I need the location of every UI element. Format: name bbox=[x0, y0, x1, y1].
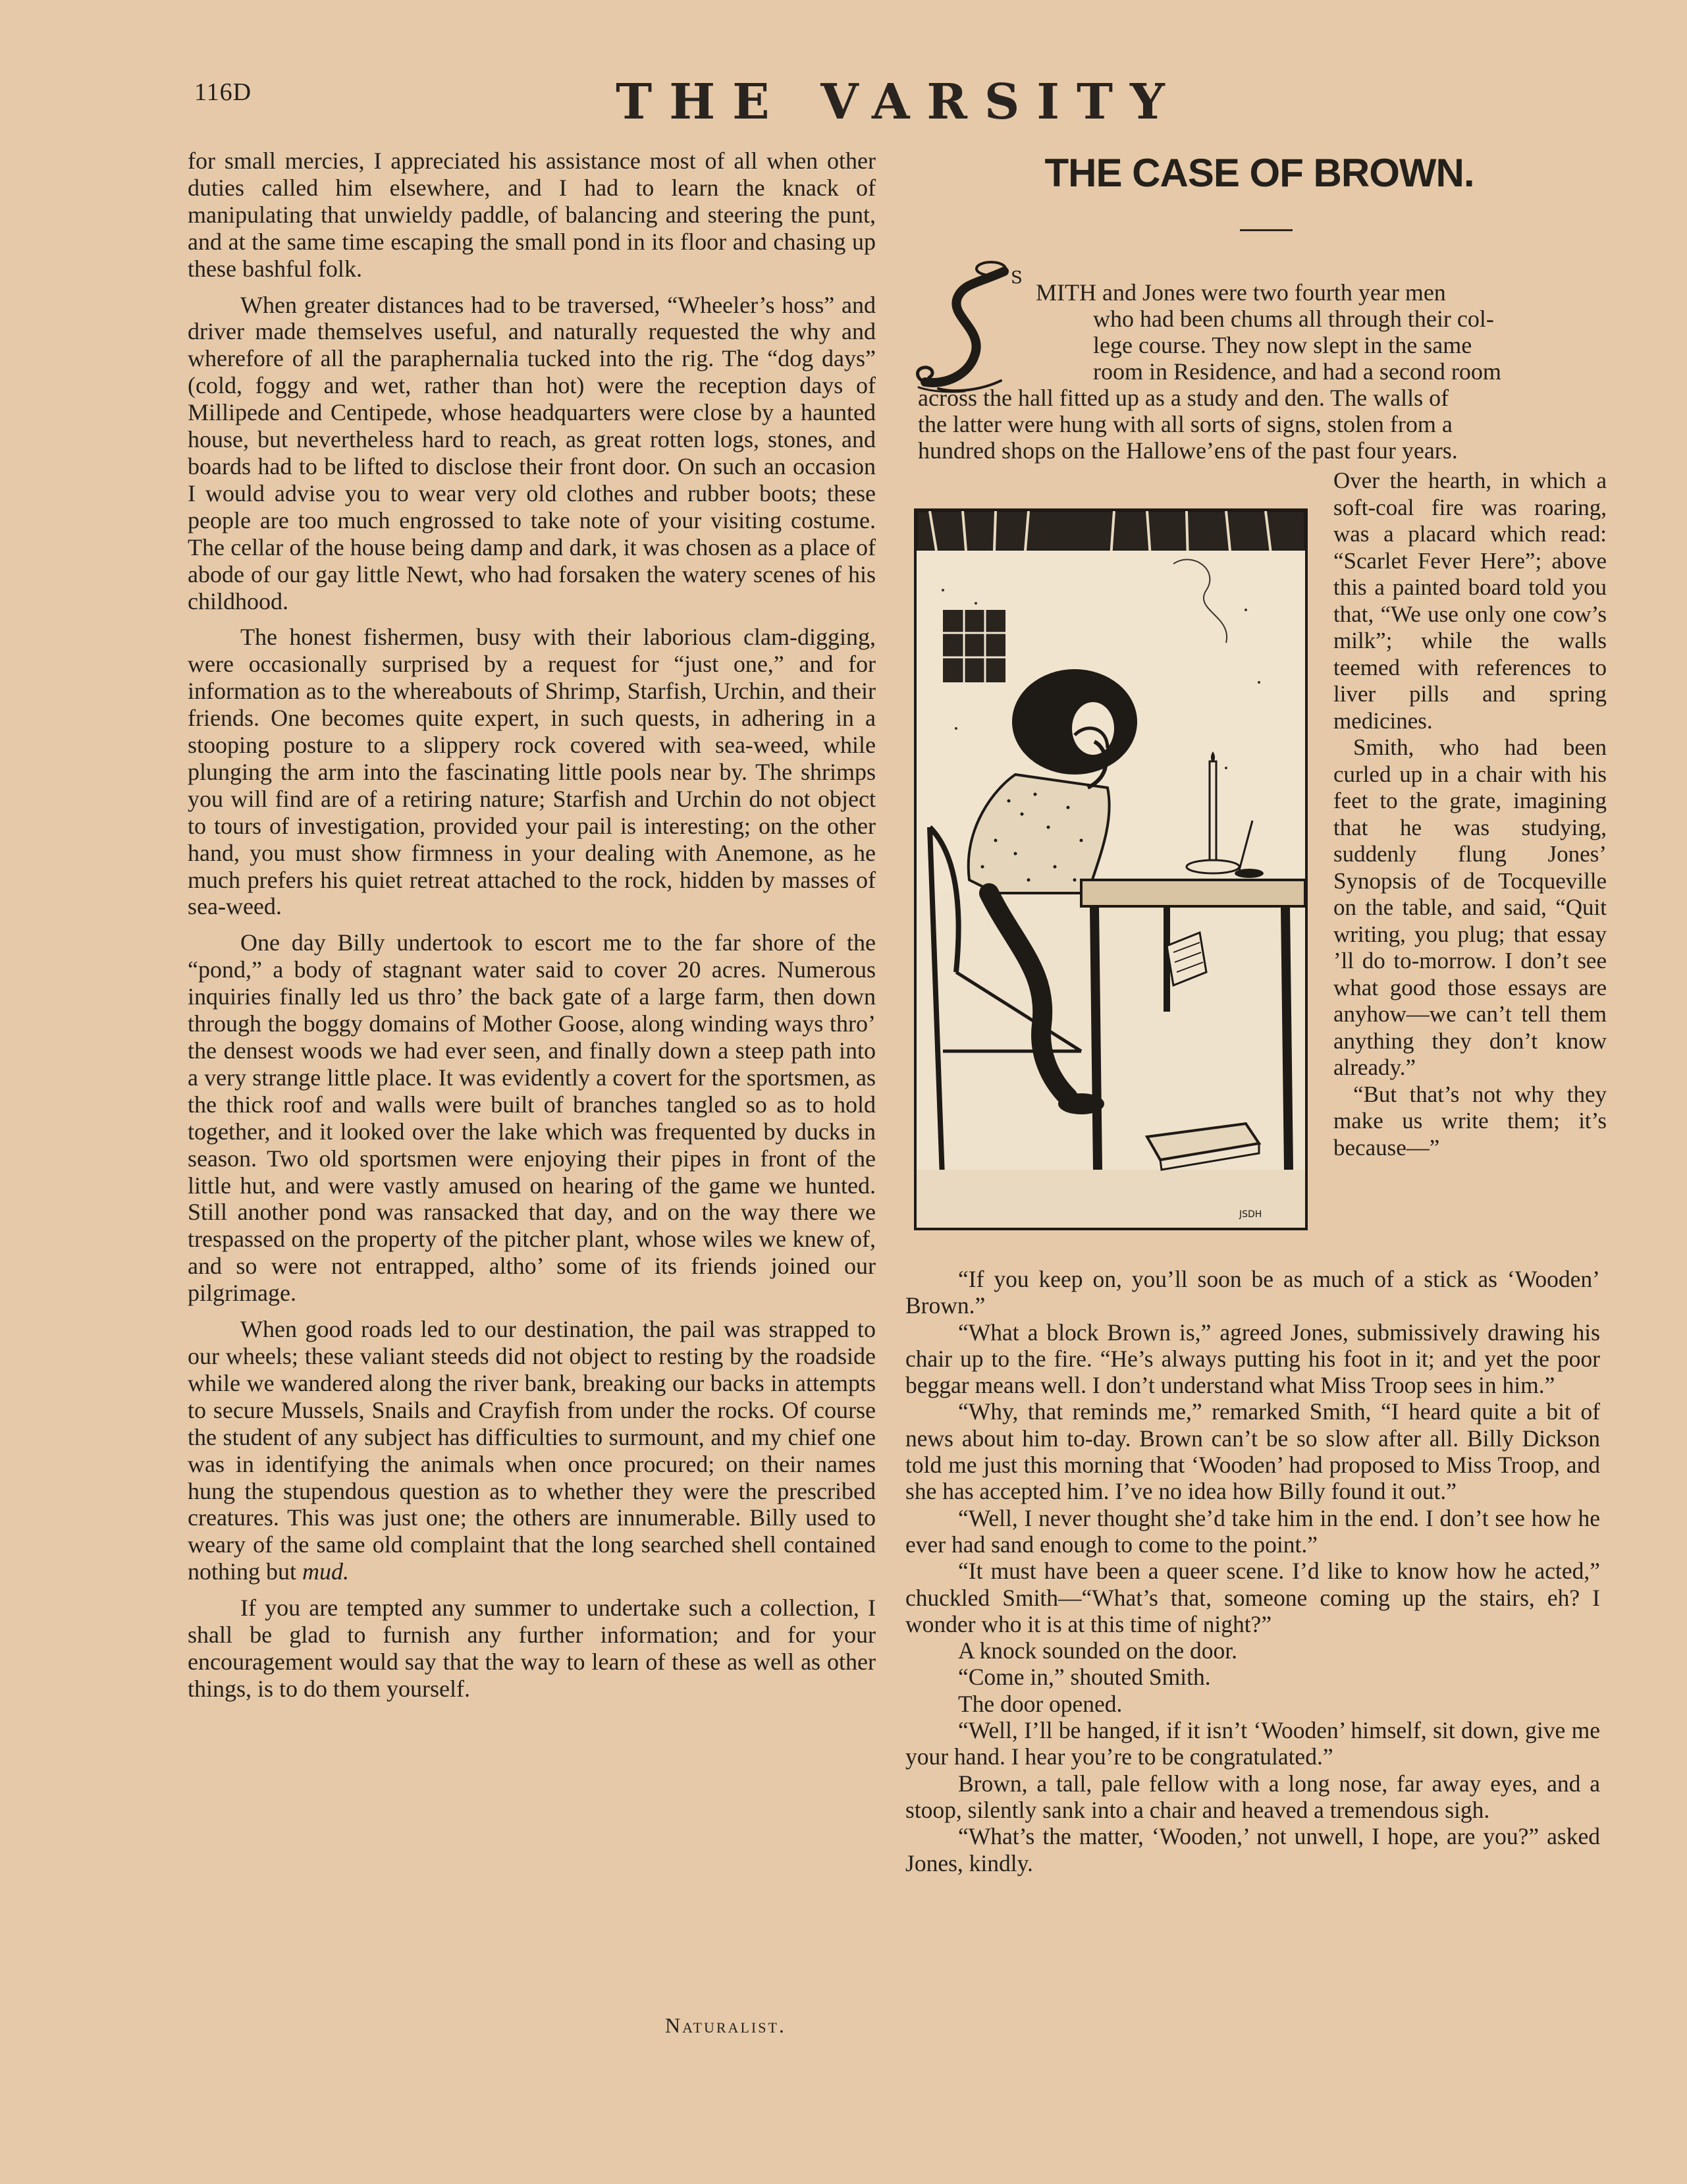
story-paragraph: “Well, I never thought she’d take him in the end. I don’t see how he ever had sand enough to come to the point.” bbox=[905, 1504, 1600, 1558]
side-text-column bbox=[1333, 468, 1607, 1161]
right-column-body bbox=[905, 1266, 1600, 1876]
opening-line: hundred shops on the Hallowe’ens of the past four years. bbox=[918, 437, 1458, 464]
opening-line: the latter were hung with all sorts of signs, stolen from a bbox=[918, 411, 1453, 437]
story-paragraph: “Well, I’ll be hanged, if it isn’t ‘Wooden’ himself, sit down, give me your hand. I hear you’re to be congratulated.” bbox=[905, 1717, 1600, 1770]
opening-line: lege course. They now slept in the same bbox=[1093, 332, 1472, 358]
drop-cap-letter: S bbox=[1011, 268, 1023, 288]
illustration-drawing bbox=[917, 511, 1305, 1228]
story-paragraph: Brown, a tall, pale fellow with a long nose, far away eyes, and a stoop, silently sank into a chair and heaved a tremendous sigh. bbox=[905, 1770, 1600, 1823]
story-paragraph: “Why, that reminds me,” remarked Smith, “I heard quite a bit of news about him to-day. Brown can’t be so slow after all. Billy Dickson told me just this morning that ‘Wooden’ had proposed to Miss Troop, and she has accepted him. I’ve no idea how Billy found it out.” bbox=[905, 1398, 1600, 1505]
drop-cap-s bbox=[912, 257, 1024, 395]
story-title: THE CASE OF BROWN. bbox=[1044, 151, 1474, 195]
story-paragraph: “What’s the matter, ‘Wooden,’ not unwell, I hope, are you?” asked Jones, kindly. bbox=[905, 1823, 1600, 1876]
left-paragraph-text: When good roads led to our destination, the pail was strapped to our wheels; these valiant steeds did not object to resting by the roadside while we wandered along the river bank, breaking our backs in attempts to secure Mussels, Snails and Crayfish from under the rocks. Of course the student of any subject has difficulties to surmount, and my chief one was in identifying the animals when once procured; on their names hung the stupendous question as to whether they were the prescribed creatures. This was just one; the others are innumerable. Billy used to weary of the same old complaint that the long searched shell contained nothing but bbox=[188, 1316, 876, 1585]
opening-line: across the hall fitted up as a study and den. The walls of bbox=[918, 385, 1449, 411]
left-paragraph: If you are tempted any summer to undertake such a collection, I shall be glad to furnish any further information; and for your encouragement would say that the way to learn of these as well as other things, is to do them yourself. bbox=[188, 1595, 876, 1702]
opening-line: MITH and Jones were two fourth year men bbox=[1036, 279, 1446, 306]
left-paragraph: One day Billy undertook to escort me to the far shore of the “pond,” a body of stagnant water said to cover 20 acres. Numerous inquiries finally led us thro’ the back gate of a large farm, then down through the boggy domains of Mother Goose, along winding ways thro’ the densest woods we had ever seen, and finally down a steep path into a very strange little place. It was evidently a covert for the sportsmen, as the thick roof and walls were built of branches tangled so as to hold together, and it looked over the lake which was frequented by ducks in season. Two old sportsmen were enjoying their pipes in front of the little hut, and were vastly amused on hearing of the game we hunted. Still another pond was ransacked that day, and on the way there we trespassed on the property of the pitcher plant, whose wiles we knew of, and so were not entrapped, altho’ some of its friends joined our pilgrimage. bbox=[188, 929, 876, 1307]
opening-line: who had been chums all through their col- bbox=[1093, 306, 1494, 332]
story-paragraph: “Come in,” shouted Smith. bbox=[958, 1664, 1211, 1691]
italic-word: mud. bbox=[302, 1558, 350, 1585]
opening-line: room in Residence, and had a second room bbox=[1093, 358, 1501, 385]
story-paragraph: A knock sounded on the door. bbox=[958, 1637, 1237, 1664]
masthead bbox=[593, 74, 1205, 130]
title-rule bbox=[1240, 229, 1293, 231]
left-paragraph-with-italic bbox=[188, 1316, 876, 1585]
side-paragraph: Smith, who had been curled up in a chair with his feet to the grate, imagining that he was studying, suddenly flung Jones’ Synopsis of de Tocqueville on the table, and said, “Quit writing, you plug; that essay ’ll do to-morrow. I don’t see what good those essays are anyhow—we can’t tell them anything they don’t know already.” bbox=[1333, 734, 1607, 1080]
page-number: 116D bbox=[194, 78, 252, 106]
left-column bbox=[188, 148, 876, 1703]
story-paragraph: “It must have been a queer scene. I’d like to know how he acted,” chuckled Smith—“What’s that, someone coming up the stairs, eh? I wonder who it is at this time of night?” bbox=[905, 1558, 1600, 1637]
side-paragraph: Over the hearth, in which a soft-coal fire was roaring, was a placard which read: “Scarlet Fever Here”; above this a painted board told you that, “We use only one cow’s milk”; while the walls teemed with references to liver pills and spring medicines. bbox=[1333, 468, 1607, 734]
author-signature: Naturalist. bbox=[665, 2013, 786, 2037]
illustration bbox=[914, 508, 1308, 1230]
story-paragraph: “What a block Brown is,” agreed Jones, submissively drawing his chair up to the fire. “He’s always putting his foot in it; and yet the poor beggar means well. I don’t understand what Miss Troop sees in him.” bbox=[905, 1319, 1600, 1399]
left-paragraph: for small mercies, I appreciated his assistance most of all when other duties called him elsewhere, and I had to learn the knack of manipulating that unwieldy paddle, of balancing and steering the punt, and at the same time escaping the small pond in its floor and chasing up these bashful folk. bbox=[188, 148, 876, 282]
illustration-signature: JSDH bbox=[1239, 1209, 1262, 1220]
left-paragraph: When greater distances had to be traversed, “Wheeler’s hoss” and driver made themselves useful, and naturally requested the why and wherefore of all the paraphernalia tucked into the rig. The “dog days” (cold, foggy and wet, rather than hot) were the reception days of Millipede and Centipede, whose headquarters were close by a haunted house, but nevertheless hard to reach, as great rotten logs, stones, and boards had to be lifted to disclose their front door. On such an occasion I would advise you to wear very old clothes and rubber boots; these people are too much engrossed to take note of your visiting costume. The cellar of the house being damp and dark, it was chosen as a place of abode of our gay little Newt, who had forsaken the watery scenes of his childhood. bbox=[188, 291, 876, 614]
story-paragraph: “If you keep on, you’ll soon be as much of a stick as ‘Wooden’ Brown.” bbox=[905, 1266, 1600, 1319]
story-paragraph: The door opened. bbox=[958, 1690, 1123, 1717]
left-paragraph: The honest fishermen, busy with their laborious clam-digging, were occasionally surprised by a request for “just one,” and for information as to the whereabouts of Shrimp, Starfish, Urchin, and their friends. One becomes quite expert, in such quests, in adhering in a stooping posture to a slippery rock covered with sea-weed, while plunging the arm into the fascinating little pools near by. The shrimps you will find are of a retiring nature; Starfish and Urchin do not object to tours of investigation, provided your pail is interesting; on the other hand, you must show firmness in your dealing with Anemone, as he much prefers his quiet retreat attached to the rock, hidden by masses of sea-weed. bbox=[188, 624, 876, 920]
masthead-title: THE VARSITY bbox=[616, 74, 1182, 130]
side-paragraph: “But that’s not why they make us write them; it’s because—” bbox=[1333, 1081, 1607, 1160]
